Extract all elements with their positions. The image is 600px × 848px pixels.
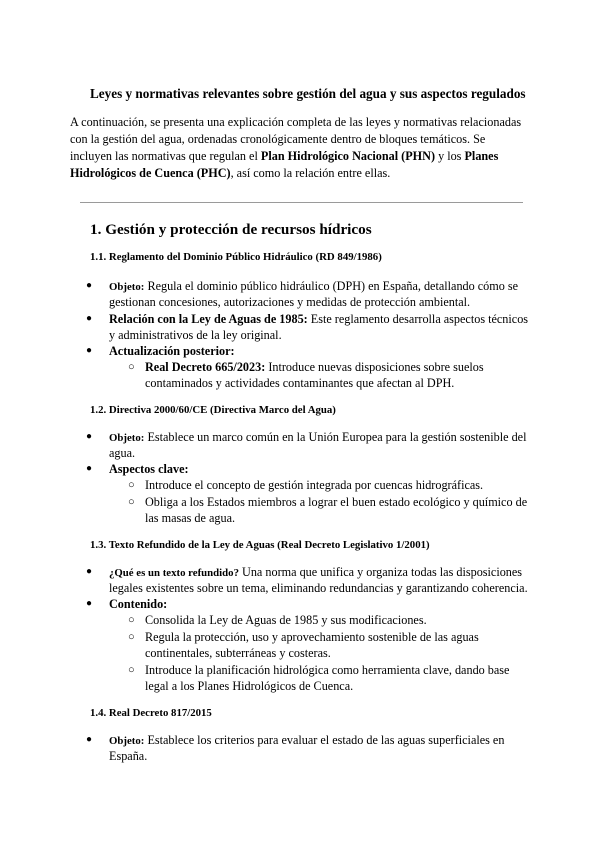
list-item: ¿Qué es un texto refundido? Una norma que unifica y organiza todas las disposiciones <box>109 565 523 579</box>
document-page: Leyes y normativas relevantes sobre gestión del agua y sus aspectos regulados A continuación, se presenta una explicación completa de las leyes y normativas relacionadas con la gestión del agua, ordenadas cronológicamente dentro de bloques temáticos. Se incluyen las normativas que regulan el Plan Hidrológico Nacional (PHN) y los Planes Hidrológicos de Cuenca (PHC), así como la relación entre ellas. 1. Gestión y protección de recursos hídricos 1.1. Reglamento del Dominio Público Hidráulico (RD 849/1986) ● Objeto: Regula el dominio público hidráulico (DPH) en España, detallando cómo se gestionan concesiones, autorizaciones y medidas de protección ambiental. ● Relación con la Ley de Aguas de 1985: Este reglamento desarrolla aspectos técnicos y administrativos de la ley original. ● Actualización posterior: ○ Real Decreto 665/2023: Introduce nuevas disposiciones sobre suelos contaminados y actividades contaminantes que afectan al DPH. 1.2. Directiva 2000/60/CE (Directiva Marco del Agua) ● Objeto: Establece un marco común en la Unión Europea para la gestión sostenible del agua. ● Aspectos clave: ○ Introduce el concepto de gestión integrada por cuencas hidrográficas. ○ Obliga a los Estados miembros a lograr el buen estado ecológico y químico de las masas de agua. 1.3. Texto Refundido de la Ley de Aguas (Real Decreto Legislativo 1/2001) ● ¿Qué es un texto refundido? Una norma que unifica y organiza todas las disposiciones legales existentes sobre un tema, eliminando redundancias y garantizando coherencia. ● Contenido: ○ Consolida la Ley de Aguas de 1985 y sus modificaciones. ○ Regula la protección, uso y aprovechamiento sostenible de las aguas continentales, subterráneas y costeras. ○ Introduce la planificación hidrológica como herramienta clave, dando base legal a los Planes Hidrológicos de Cuenca. 1.4. Real Decreto 817/2015 ● Objeto: Establece los criterios para evaluar el estado de las aguas superficiales en España. <box>70 86 529 763</box>
sub-list-item: Obliga a los Estados miembros a lograr el buen estado ecológico y químico de <box>145 495 528 509</box>
list-item: Actualización posterior: <box>109 344 235 358</box>
section-heading: 1. Gestión y protección de recursos hídricos <box>90 221 372 238</box>
sub-list-item: Introduce la planificación hidrológica como herramienta clave, dando base <box>145 663 510 677</box>
sub-bullet-icon: ○ <box>128 479 135 491</box>
bullet-icon: ● <box>86 598 93 609</box>
list-item: Objeto: Establece los criterios para evaluar el estado de las aguas superficiales en <box>109 733 505 747</box>
sub-bullet-icon: ○ <box>128 614 135 626</box>
document-title: Leyes y normativas relevantes sobre gestión del agua y sus aspectos regulados <box>90 86 526 101</box>
list-item: Aspectos clave: <box>109 462 189 476</box>
subsection-heading: 1.1. Reglamento del Dominio Público Hidráulico (RD 849/1986) <box>90 251 382 263</box>
sub-list-item: Regula la protección, uso y aprovechamiento sostenible de las aguas <box>145 630 479 644</box>
subsection-heading: 1.4. Real Decreto 817/2015 <box>90 707 212 719</box>
bullet-icon: ● <box>86 313 93 324</box>
sub-bullet-icon: ○ <box>128 631 135 643</box>
subsection-heading: 1.3. Texto Refundido de la Ley de Aguas (Real Decreto Legislativo 1/2001) <box>90 539 430 551</box>
list-item: Contenido: <box>109 597 168 611</box>
sub-bullet-icon: ○ <box>128 664 135 676</box>
bullet-icon: ● <box>86 734 93 745</box>
horizontal-rule <box>80 202 523 203</box>
sub-list-item: Real Decreto 665/2023: Introduce nuevas disposiciones sobre suelos <box>145 360 484 374</box>
bullet-icon: ● <box>86 345 93 356</box>
sub-list-item: Consolida la Ley de Aguas de 1985 y sus modificaciones. <box>145 613 427 627</box>
sub-bullet-icon: ○ <box>128 496 135 508</box>
subsection-heading: 1.2. Directiva 2000/60/CE (Directiva Marco del Agua) <box>90 404 336 416</box>
bullet-icon: ● <box>86 431 93 442</box>
bullet-icon: ● <box>86 566 93 577</box>
list-item: Relación con la Ley de Aguas de 1985: Este reglamento desarrolla aspectos técnicos <box>109 312 529 326</box>
sub-list-item: Introduce el concepto de gestión integrada por cuencas hidrográficas. <box>145 478 484 492</box>
list-item: Objeto: Regula el dominio público hidráulico (DPH) en España, detallando cómo se <box>109 279 519 293</box>
bullet-icon: ● <box>86 463 93 474</box>
sub-bullet-icon: ○ <box>128 361 135 373</box>
bullet-icon: ● <box>86 280 93 291</box>
list-item: Objeto: Establece un marco común en la Unión Europea para la gestión sostenible del <box>109 430 527 444</box>
